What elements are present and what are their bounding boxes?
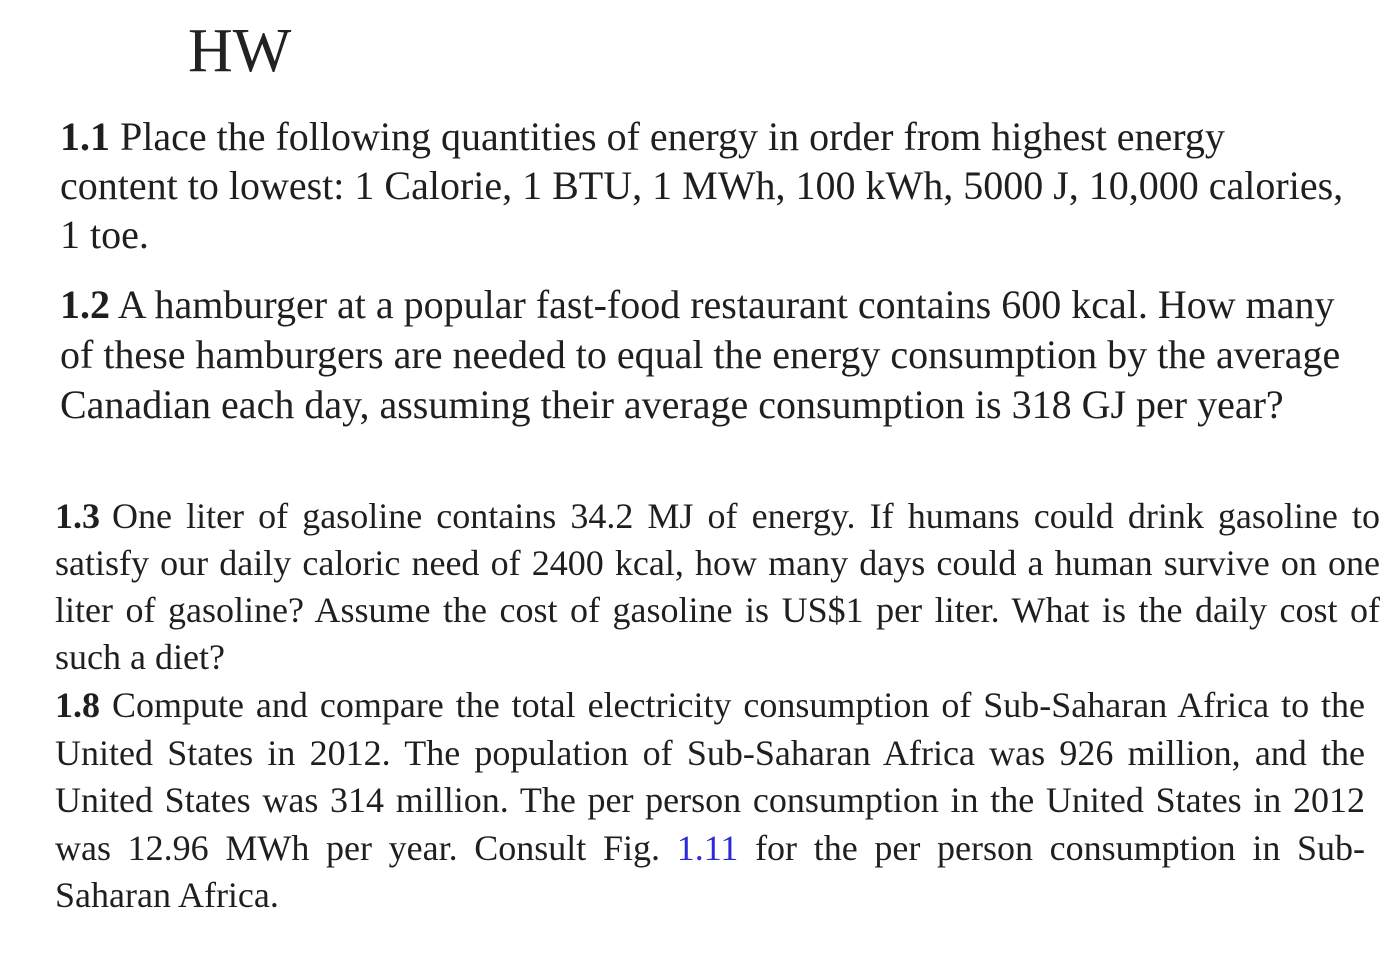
problem-1-8	[55, 682, 1365, 920]
problem-number: 1.2	[60, 282, 110, 327]
problem-number: 1.3	[55, 496, 100, 536]
problem-number: 1.8	[55, 685, 100, 725]
problem-text: Compute and compare the total electricity consumption of Sub-Saharan Africa to the United States in 2012. The population of Sub-Saharan Africa was 926 million, and the United States was 314 million. The per person consumption in the United States in 2012 was 12.96 MWh per year. Consult Fig.	[55, 685, 1365, 868]
page-title: HW	[188, 17, 292, 85]
problem-text: Place the following quantities of energy in order from highest energy content to lowest: 1 Calorie, 1 BTU, 1 MWh, 100 kWh, 5000 J, 10,000 calories, 1 toe.	[60, 114, 1344, 257]
problem-text-continued: for the per person consumption in Sub-Saharan Africa.	[55, 827, 1366, 915]
problem-1-2	[60, 280, 1360, 430]
figure-link[interactable]: 1.11	[676, 827, 739, 868]
problem-1-1	[60, 112, 1350, 259]
problem-text: A hamburger at a popular fast-food restaurant contains 600 kcal. How many of these hamburgers are needed to equal the energy consumption by the average Canadian each day, assuming their average consumption is 318 GJ per year?	[60, 282, 1341, 427]
problem-text: One liter of gasoline contains 34.2 MJ of energy. If humans could drink gasoline to satisfy our daily caloric need of 2400 kcal, how many days could a human survive on one liter of gasoline? Assume the cost of gasoline is US$1 per liter. What is the daily cost of such a diet?	[55, 496, 1380, 677]
problem-number: 1.1	[60, 114, 110, 159]
problem-1-3	[55, 493, 1380, 681]
